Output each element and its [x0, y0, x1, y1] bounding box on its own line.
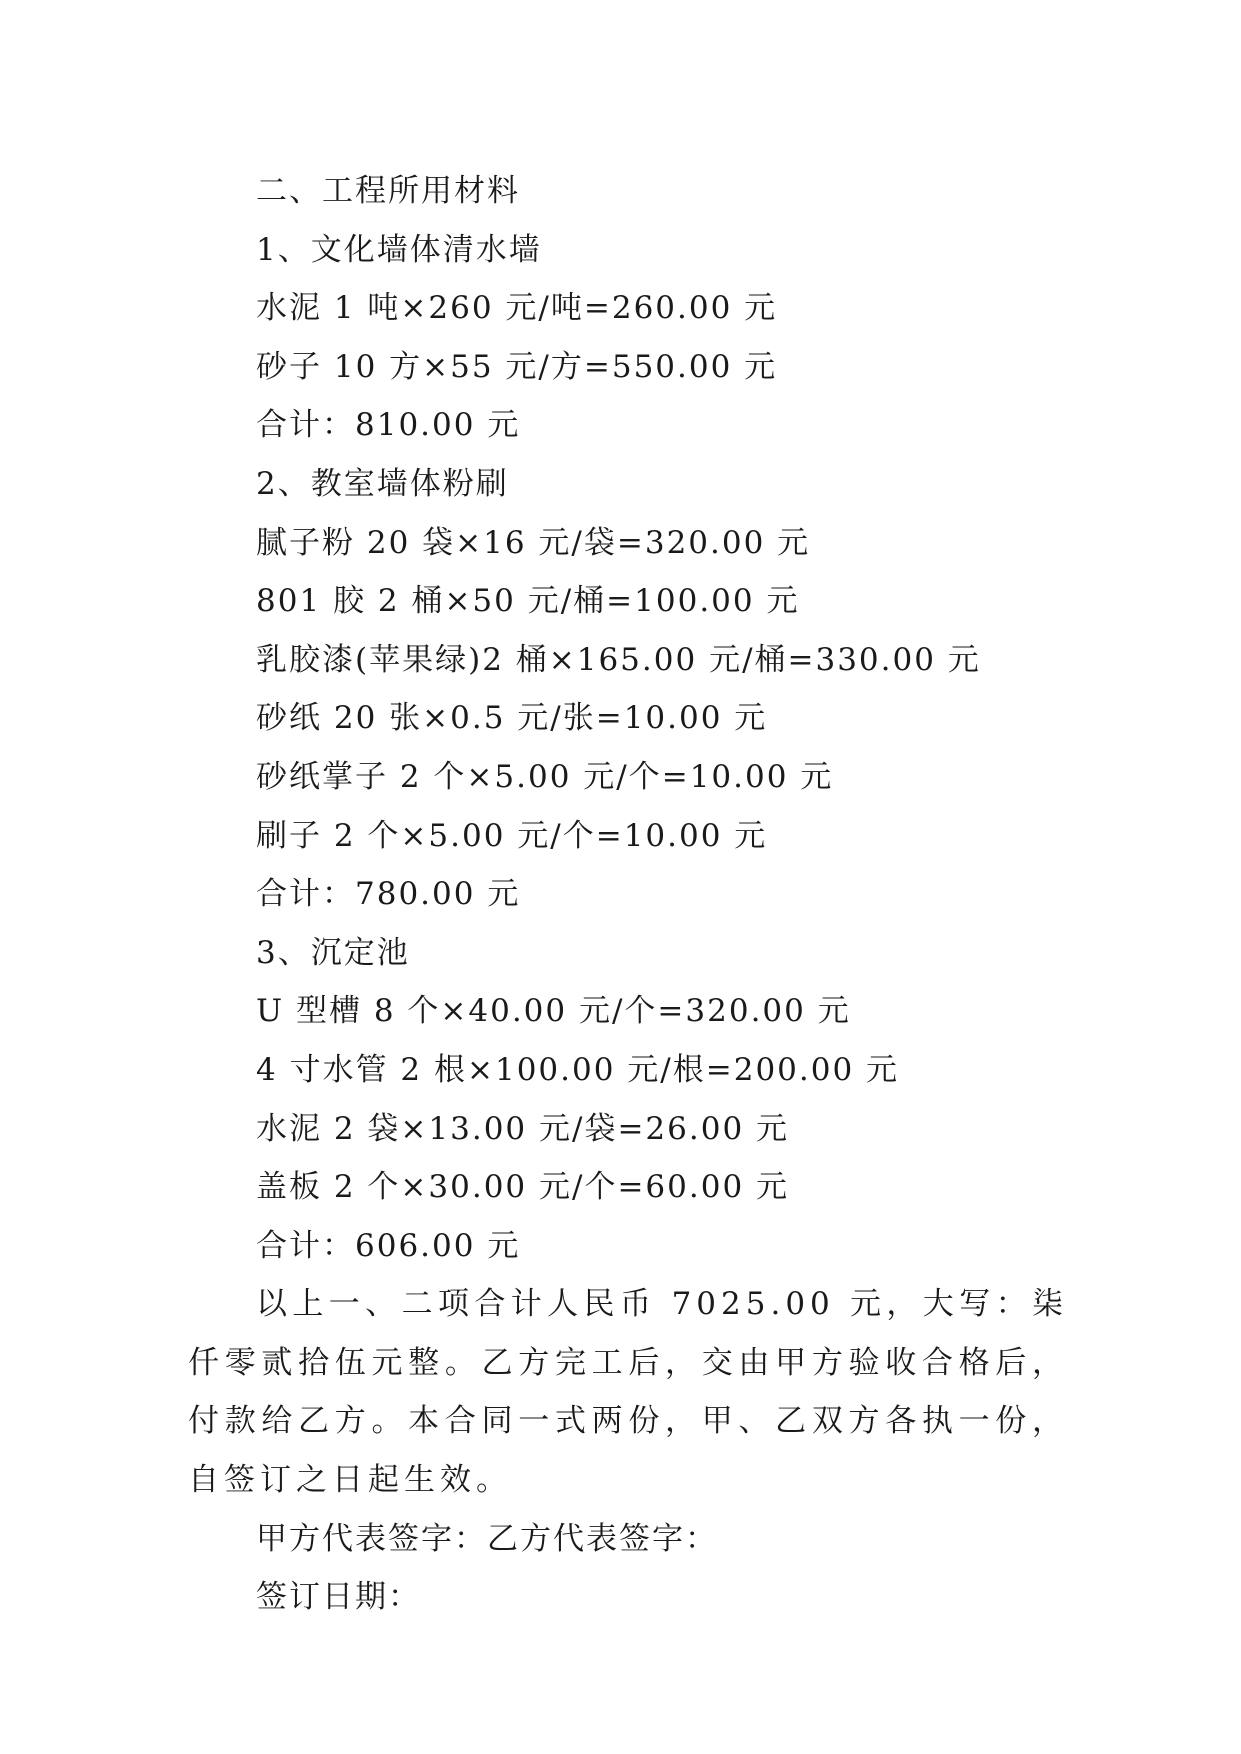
section-heading: 二、工程所用材料: [256, 173, 520, 209]
material-item: 刷子 2 个×5.00 元/个=10.00 元: [256, 817, 768, 854]
document-body: [188, 162, 1068, 1627]
material-item: 水泥 1 吨×260 元/吨=260.00 元: [256, 290, 778, 327]
group-total: 合计：810.00 元: [256, 407, 521, 444]
material-item: 盖板 2 个×30.00 元/个=60.00 元: [256, 1169, 790, 1206]
material-item: 水泥 2 袋×13.00 元/袋=26.00 元: [256, 1110, 790, 1147]
material-item: 4 寸水管 2 根×100.00 元/根=200.00 元: [256, 1051, 900, 1088]
group-title: 3、沉定池: [256, 934, 410, 971]
material-item: 砂纸掌子 2 个×5.00 元/个=10.00 元: [256, 758, 834, 795]
group-title: 2、教室墙体粉刷: [256, 465, 509, 502]
summary-paragraph: 以上一、二项合计人民币 7025.00 元，大写：柒仟零贰拾伍元整。乙方完工后，交由甲方验收合格后，付款给乙方。本合同一式两份，甲、乙双方各执一份，自签订之日起生效。: [188, 1286, 1068, 1499]
material-item: U 型槽 8 个×40.00 元/个=320.00 元: [256, 993, 851, 1030]
material-item: 801 胶 2 桶×50 元/桶=100.00 元: [256, 583, 800, 620]
material-item: 砂纸 20 张×0.5 元/张=10.00 元: [256, 700, 768, 737]
group-title: 1、文化墙体清水墙: [256, 231, 542, 268]
group-total: 合计：606.00 元: [256, 1227, 521, 1264]
material-item: 腻子粉 20 袋×16 元/袋=320.00 元: [256, 524, 811, 561]
material-item: 砂子 10 方×55 元/方=550.00 元: [256, 348, 778, 385]
date-line: 签订日期：: [256, 1579, 421, 1616]
signature-line: 甲方代表签字：乙方代表签字：: [256, 1520, 718, 1557]
group-total: 合计：780.00 元: [256, 876, 521, 913]
material-item: 乳胶漆(苹果绿)2 桶×165.00 元/桶=330.00 元: [256, 641, 981, 678]
